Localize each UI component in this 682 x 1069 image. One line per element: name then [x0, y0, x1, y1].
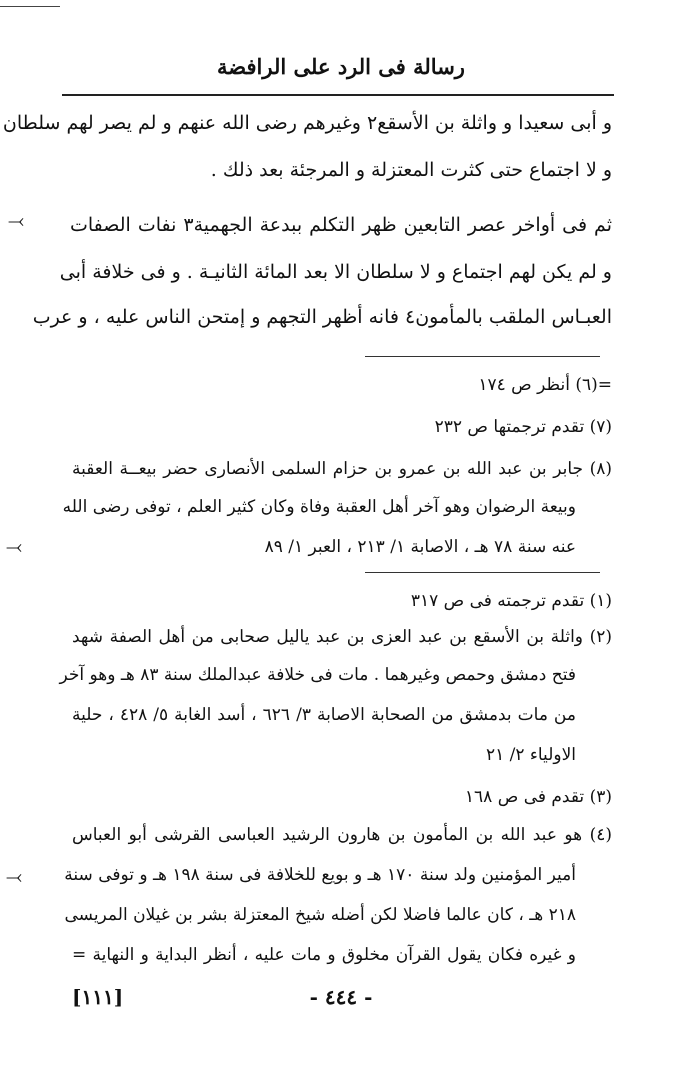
footnote-separator	[365, 572, 600, 573]
margin-arrow-icon: ⤙	[8, 208, 24, 232]
footnote-line: وبيعة الرضوان وهو آخر أهل العقبة وفاة وكان كثير العلم ، توفى رضى الله	[62, 497, 576, 517]
margin-arrow-icon: ⤙	[6, 534, 22, 558]
footnote-line: من مات بدمشق من الصحابة الاصابة ٣/ ٦٢٦ ، أسد الغابة ٥/ ٤٢٨ ، حلية	[72, 705, 576, 725]
footnote-line: فتح دمشق وحمص وغيرهما . مات فى خلافة عبدالملك سنة ٨٣ هـ وهو آخر	[59, 665, 576, 685]
footnote-line: و غيره فكان يقول القرآن مخلوق و مات عليه ، أنظر البداية و النهاية =	[72, 945, 576, 965]
footnote-line: (٢) واثلة بن الأسقع بن عبد العزى بن عبد ياليل صحابى من أهل الصفة شهد	[72, 627, 612, 647]
body-line: العبـاس الملقب بالمأمون٤ فانه أظهر التجهم و إمتحن الناس عليه ، و عرب	[32, 306, 612, 328]
footnote-line: أمير المؤمنين ولد سنة ١٧٠ هـ و بويع للخلافة فى سنة ١٩٨ هـ و توفى سنة	[64, 865, 576, 885]
page-number: - ٤٤٤ -	[309, 985, 373, 1009]
body-line: ثم فى أواخر عصر التابعين ظهر التكلم ببدعة الجهمية٣ نفات الصفات	[70, 214, 612, 236]
footnote-line: (٣) تقدم فى ص ١٦٨	[464, 787, 612, 807]
top-edge-rule	[0, 6, 60, 7]
footnote-separator	[365, 356, 600, 357]
footnote-line: (٨) جابر بن عبد الله بن عمرو بن حزام السلمى الأنصارى حضر بيعــة العقبة	[72, 459, 612, 479]
footnote-line: (٧) تقدم ترجمتها ص ٢٣٢	[434, 417, 612, 437]
footnote-line: (٤) هو عبد الله بن المأمون بن هارون الرشيد العباسى القرشى أبو العباس	[72, 825, 612, 845]
footnote-line: الاولياء ٢/ ٢١	[485, 745, 576, 765]
footnote-line: (١) تقدم ترجمته فى ص ٣١٧	[410, 591, 612, 611]
footnote-line: ٢١٨ هـ ، كان عالما فاضلا لكن أضله شيخ المعتزلة بشر بن غيلان المريسى	[64, 905, 576, 925]
sequence-number: [١١١]	[72, 985, 124, 1009]
running-head-title: رسالة فى الرد على الرافضة	[217, 54, 465, 79]
footnote-line: عنه سنة ٧٨ هـ ، الاصابة ١/ ٢١٣ ، العبر ١/ ٨٩	[264, 537, 576, 557]
body-line: و لا اجتماع حتى كثرت المعتزلة و المرجئة بعد ذلك .	[210, 159, 612, 181]
footnote-line: =(٦) أنظر ص ١٧٤	[478, 375, 612, 395]
body-line: و لم يكن لهم اجتماع و لا سلطان الا بعد المائة الثانيـة . و فى خلافة أبى	[59, 261, 612, 283]
margin-arrow-icon: ⤙	[6, 864, 22, 888]
header-rule	[62, 94, 614, 96]
body-line: و أبى سعيدا و واثلة بن الأسقع٢ وغيرهم رضى الله عنهم و لم يصر لهم سلطان	[2, 112, 612, 134]
